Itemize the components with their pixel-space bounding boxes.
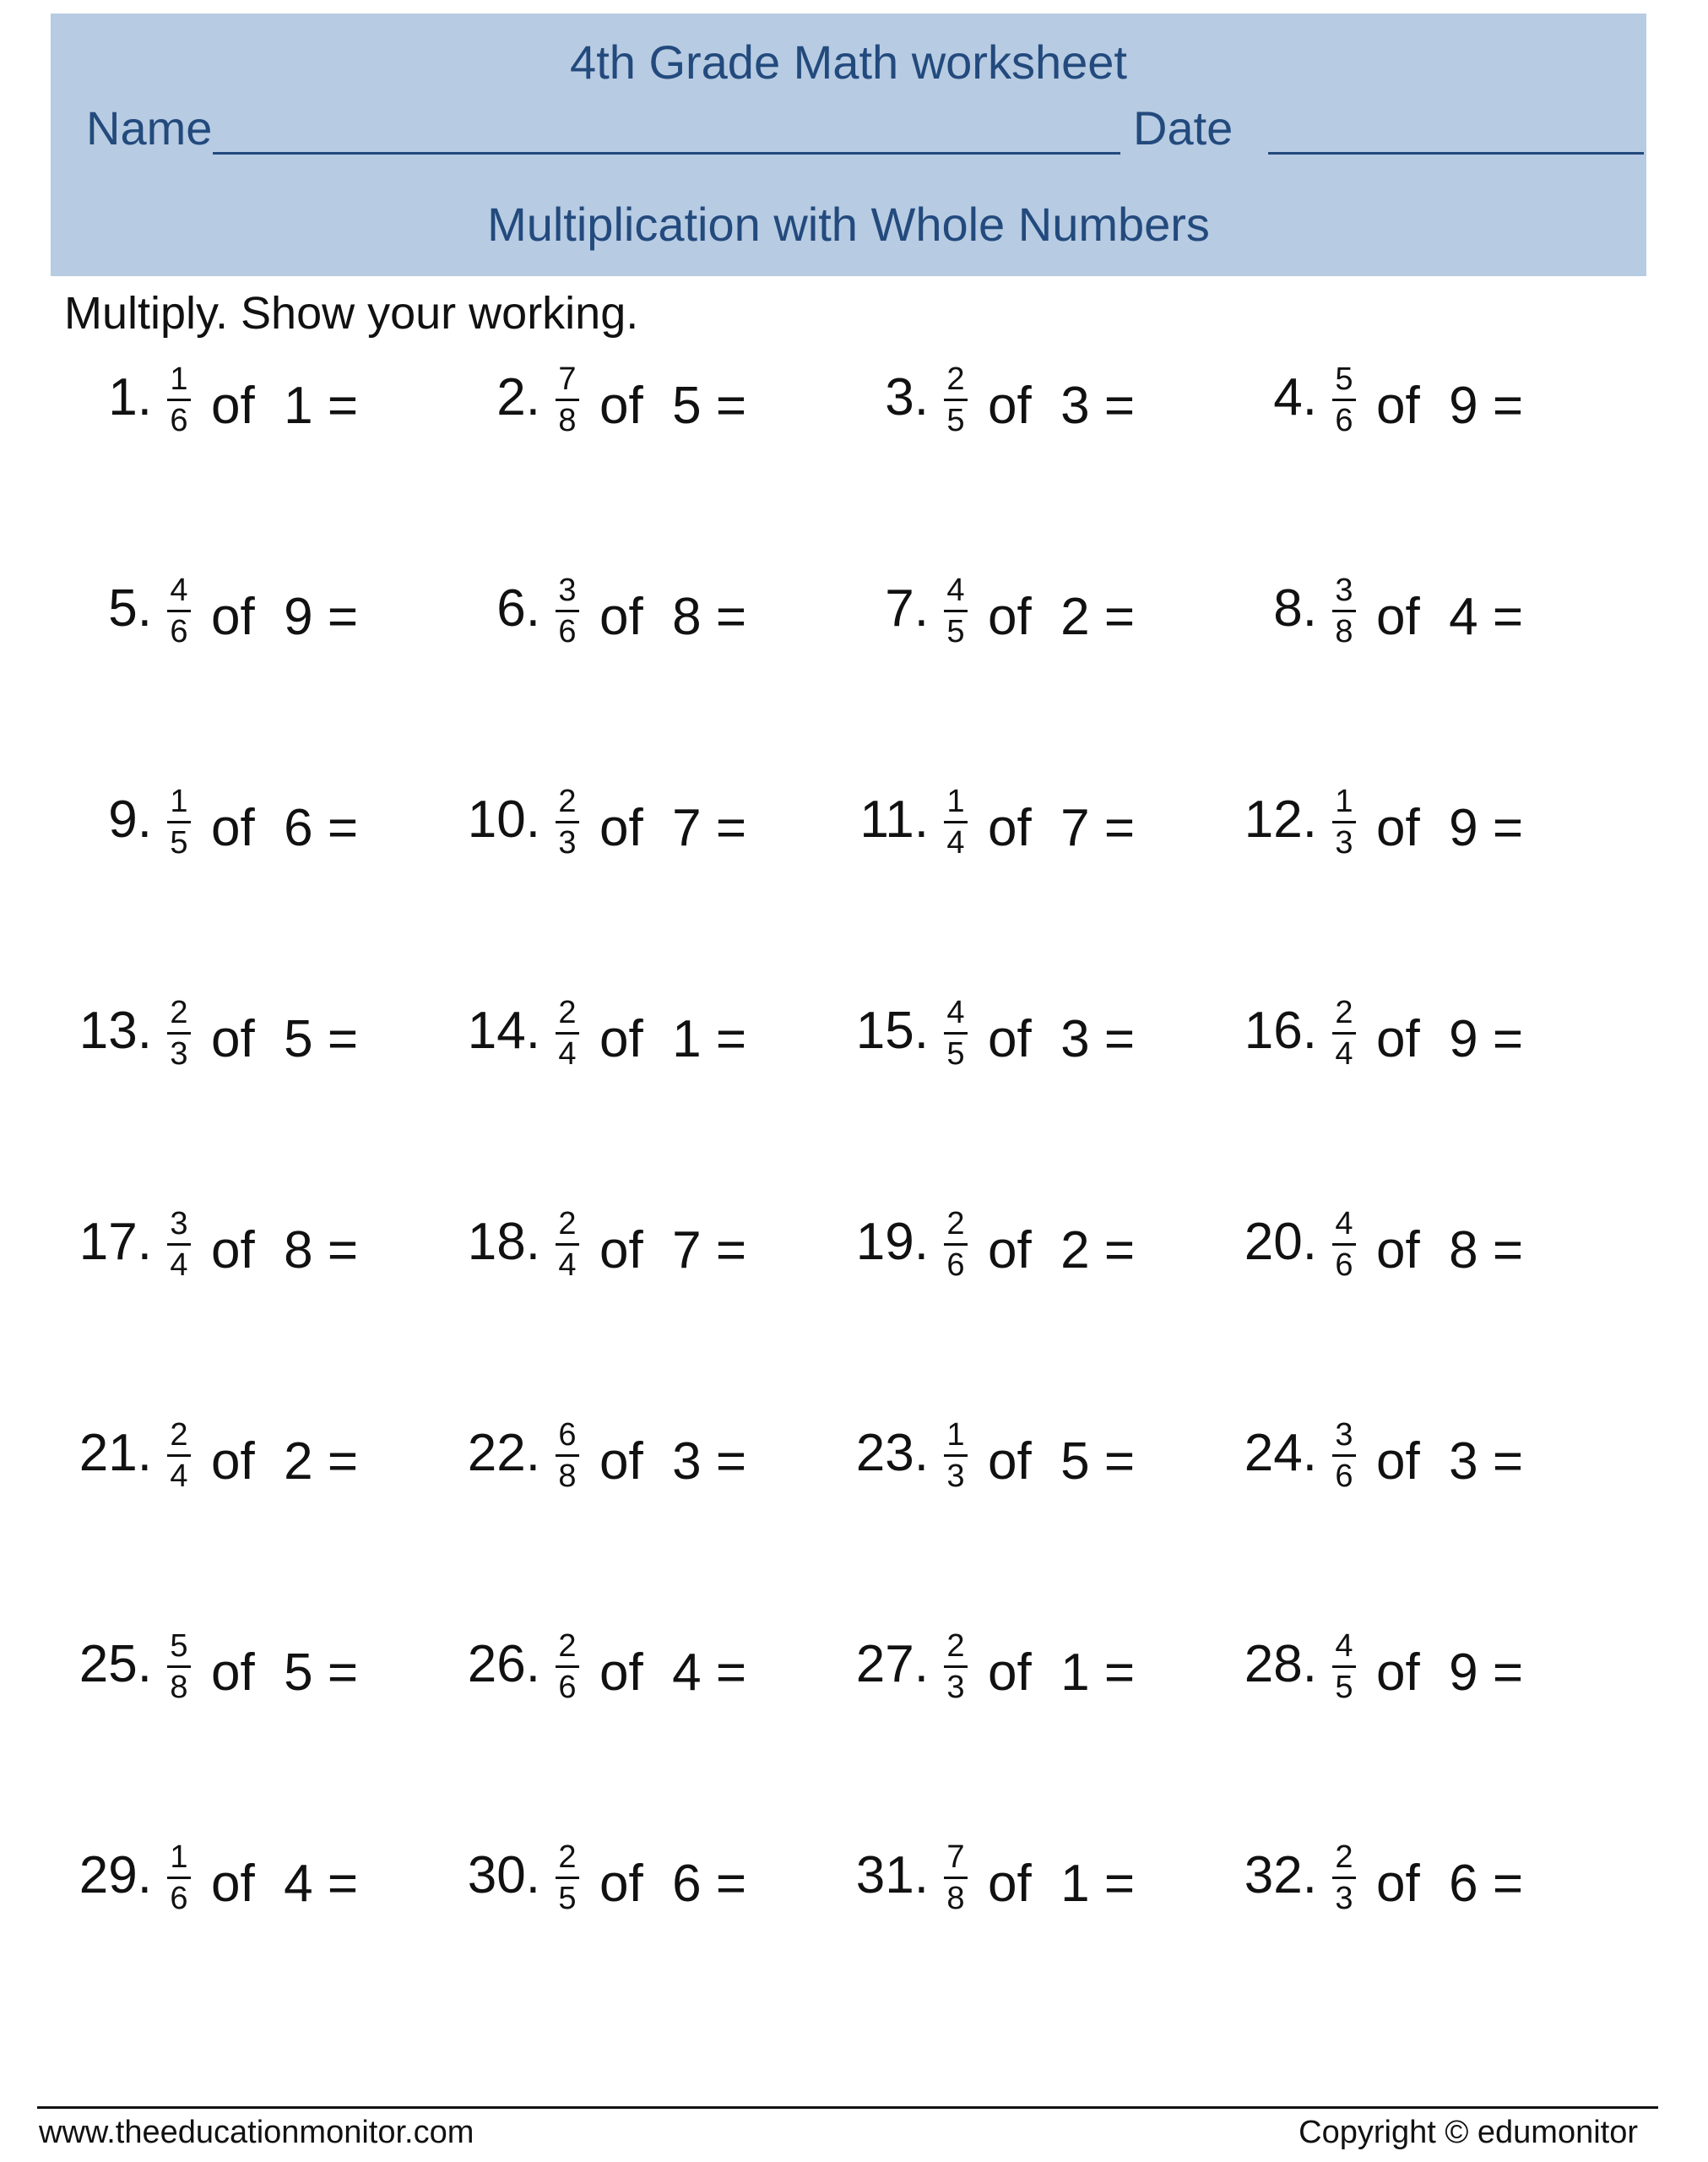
fraction-bar xyxy=(167,1032,191,1035)
fraction-denominator: 5 xyxy=(946,403,965,438)
fraction-numerator: 2 xyxy=(558,1206,577,1241)
problem-number: 30. xyxy=(467,1846,540,1904)
problem-fraction xyxy=(939,574,973,649)
fraction-denominator: 3 xyxy=(170,1036,188,1072)
fraction-bar xyxy=(167,610,191,612)
fraction-denominator: 8 xyxy=(558,1459,577,1494)
problem-item xyxy=(1216,574,1587,684)
fraction-denominator: 8 xyxy=(1335,614,1353,649)
fraction-bar xyxy=(944,399,968,401)
fraction-bar xyxy=(944,1032,968,1035)
problem-number: 8. xyxy=(1273,579,1317,638)
fraction-bar xyxy=(556,399,579,401)
fraction-denominator: 4 xyxy=(558,1247,577,1283)
problem-item xyxy=(51,785,422,895)
fraction-bar xyxy=(167,1665,191,1668)
problem-fraction xyxy=(1327,1630,1361,1705)
fraction-denominator: 5 xyxy=(558,1881,577,1916)
problem-number: 26. xyxy=(467,1635,540,1693)
problem-number: 32. xyxy=(1244,1846,1317,1904)
fraction-denominator: 6 xyxy=(1335,1459,1353,1494)
problem-number: 15. xyxy=(855,1002,929,1060)
problem-item xyxy=(827,1630,1199,1740)
fraction-denominator: 8 xyxy=(946,1881,965,1916)
fraction-numerator: 1 xyxy=(946,1417,965,1453)
problem-item xyxy=(827,1841,1199,1951)
fraction-numerator: 5 xyxy=(170,1628,188,1664)
problem-number: 18. xyxy=(467,1213,540,1271)
fraction-bar xyxy=(944,610,968,612)
fraction-bar xyxy=(556,1665,579,1668)
problem-fraction xyxy=(550,1208,584,1283)
fraction-denominator: 6 xyxy=(558,614,577,649)
problem-item xyxy=(439,574,811,684)
problem-expression: of 8 = xyxy=(211,1221,359,1279)
fraction-bar xyxy=(1332,1032,1356,1035)
problem-fraction xyxy=(162,1208,196,1283)
fraction-numerator: 3 xyxy=(1335,1417,1353,1453)
problem-number: 11. xyxy=(859,790,929,849)
problem-expression: of 1 = xyxy=(988,1643,1136,1702)
problem-expression: of 7 = xyxy=(988,799,1136,857)
problem-item xyxy=(1216,1630,1587,1740)
fraction-denominator: 6 xyxy=(1335,1247,1353,1283)
problem-expression: of 1 = xyxy=(211,377,359,435)
problem-expression: of 9 = xyxy=(211,588,359,646)
problem-item xyxy=(1216,1841,1587,1951)
problem-number: 29. xyxy=(79,1846,152,1904)
fraction-denominator: 5 xyxy=(170,825,188,861)
instruction-text: Multiply. Show your working. xyxy=(64,288,639,339)
fraction-bar xyxy=(944,1665,968,1668)
problem-fraction xyxy=(550,1630,584,1705)
problem-item xyxy=(439,997,811,1106)
fraction-numerator: 1 xyxy=(170,1839,188,1875)
fraction-numerator: 1 xyxy=(170,784,188,819)
problem-number: 4. xyxy=(1273,368,1317,426)
fraction-denominator: 6 xyxy=(1335,403,1353,438)
fraction-denominator: 8 xyxy=(170,1670,188,1705)
problem-expression: of 8 = xyxy=(599,588,747,646)
fraction-numerator: 4 xyxy=(1335,1628,1353,1664)
fraction-denominator: 6 xyxy=(558,1670,577,1705)
fraction-bar xyxy=(167,1877,191,1879)
problem-expression: of 6 = xyxy=(1376,1855,1524,1913)
problem-expression: of 2 = xyxy=(988,1221,1136,1279)
fraction-numerator: 2 xyxy=(170,1417,188,1453)
problem-item xyxy=(51,574,422,684)
fraction-numerator: 1 xyxy=(170,361,188,397)
problem-fraction xyxy=(939,363,973,438)
fraction-numerator: 1 xyxy=(1335,784,1353,819)
problem-fraction xyxy=(550,785,584,861)
fraction-denominator: 5 xyxy=(946,614,965,649)
fraction-denominator: 6 xyxy=(170,403,188,438)
problem-expression: of 4 = xyxy=(211,1855,359,1913)
problem-item xyxy=(827,574,1199,684)
problem-fraction xyxy=(939,785,973,861)
problem-expression: of 2 = xyxy=(211,1432,359,1491)
fraction-numerator: 2 xyxy=(946,1206,965,1241)
problem-fraction xyxy=(162,785,196,861)
problem-item xyxy=(1216,363,1587,473)
fraction-bar xyxy=(167,821,191,823)
fraction-bar xyxy=(1332,610,1356,612)
problem-fraction xyxy=(550,1841,584,1916)
problem-item xyxy=(827,785,1199,895)
fraction-denominator: 4 xyxy=(558,1036,577,1072)
problem-expression: of 2 = xyxy=(988,588,1136,646)
problem-expression: of 8 = xyxy=(1376,1221,1524,1279)
problem-number: 6. xyxy=(496,579,540,638)
fraction-denominator: 6 xyxy=(946,1247,965,1283)
fraction-denominator: 3 xyxy=(1335,825,1353,861)
problem-item xyxy=(51,997,422,1106)
fraction-numerator: 2 xyxy=(1335,1839,1353,1875)
problem-number: 24. xyxy=(1244,1424,1317,1482)
problem-expression: of 9 = xyxy=(1376,1010,1524,1068)
problem-item xyxy=(51,1419,422,1529)
problem-item xyxy=(51,1841,422,1951)
problem-fraction xyxy=(939,997,973,1072)
problem-fraction xyxy=(1327,1419,1361,1494)
problem-number: 31. xyxy=(855,1846,929,1904)
fraction-numerator: 2 xyxy=(558,1839,577,1875)
problem-fraction xyxy=(162,1630,196,1705)
fraction-bar xyxy=(944,1243,968,1246)
problem-item xyxy=(439,363,811,473)
problem-item xyxy=(827,997,1199,1106)
fraction-numerator: 4 xyxy=(946,995,965,1030)
fraction-numerator: 3 xyxy=(1335,573,1353,608)
problem-number: 5. xyxy=(108,579,152,638)
fraction-numerator: 2 xyxy=(946,361,965,397)
problem-expression: of 6 = xyxy=(211,799,359,857)
fraction-bar xyxy=(556,1877,579,1879)
fraction-numerator: 3 xyxy=(558,573,577,608)
fraction-bar xyxy=(1332,1243,1356,1246)
problem-item xyxy=(439,1841,811,1951)
problem-number: 25. xyxy=(79,1635,152,1693)
problem-fraction xyxy=(162,574,196,649)
date-label: Date xyxy=(1133,101,1234,155)
problem-number: 14. xyxy=(467,1002,540,1060)
problem-fraction xyxy=(939,1841,973,1916)
problem-number: 22. xyxy=(467,1424,540,1482)
fraction-bar xyxy=(167,1454,191,1457)
problem-item xyxy=(827,1419,1199,1529)
problem-number: 16. xyxy=(1244,1002,1317,1060)
problem-number: 3. xyxy=(885,368,929,426)
fraction-bar xyxy=(556,610,579,612)
fraction-numerator: 7 xyxy=(946,1839,965,1875)
fraction-bar xyxy=(944,821,968,823)
fraction-bar xyxy=(1332,1454,1356,1457)
problem-expression: of 9 = xyxy=(1376,799,1524,857)
problem-fraction xyxy=(162,1841,196,1916)
fraction-denominator: 3 xyxy=(558,825,577,861)
fraction-numerator: 4 xyxy=(170,573,188,608)
problem-number: 21. xyxy=(79,1424,152,1482)
problem-expression: of 4 = xyxy=(1376,588,1524,646)
problem-number: 13. xyxy=(79,1002,152,1060)
problem-fraction xyxy=(550,1419,584,1494)
problem-fraction xyxy=(939,1630,973,1705)
problem-expression: of 3 = xyxy=(988,377,1136,435)
problem-number: 23. xyxy=(855,1424,929,1482)
problem-expression: of 3 = xyxy=(1376,1432,1524,1491)
problem-item xyxy=(1216,785,1587,895)
problem-fraction xyxy=(162,997,196,1072)
problem-expression: of 5 = xyxy=(211,1010,359,1068)
fraction-denominator: 4 xyxy=(1335,1036,1353,1072)
problem-fraction xyxy=(1327,363,1361,438)
problem-expression: of 3 = xyxy=(599,1432,747,1491)
fraction-bar xyxy=(1332,1665,1356,1668)
problem-item xyxy=(827,363,1199,473)
fraction-denominator: 5 xyxy=(946,1036,965,1072)
fraction-numerator: 1 xyxy=(946,784,965,819)
fraction-denominator: 4 xyxy=(170,1459,188,1494)
problem-fraction xyxy=(1327,785,1361,861)
fraction-denominator: 3 xyxy=(946,1459,965,1494)
problem-number: 28. xyxy=(1244,1635,1317,1693)
fraction-numerator: 2 xyxy=(558,784,577,819)
problem-expression: of 7 = xyxy=(599,1221,747,1279)
problem-fraction xyxy=(550,363,584,438)
worksheet-title: 4th Grade Math worksheet xyxy=(570,35,1127,89)
problem-fraction xyxy=(1327,997,1361,1072)
fraction-numerator: 2 xyxy=(1335,995,1353,1030)
problem-number: 9. xyxy=(108,790,152,849)
fraction-numerator: 4 xyxy=(1335,1206,1353,1241)
problem-expression: of 6 = xyxy=(599,1855,747,1913)
problem-item xyxy=(51,1630,422,1740)
problem-fraction xyxy=(1327,1208,1361,1283)
fraction-bar xyxy=(556,821,579,823)
problem-number: 12. xyxy=(1244,790,1317,849)
problem-number: 20. xyxy=(1244,1213,1317,1271)
problem-number: 17. xyxy=(79,1213,152,1271)
problem-number: 7. xyxy=(885,579,929,638)
problem-expression: of 3 = xyxy=(988,1010,1136,1068)
problem-expression: of 4 = xyxy=(599,1643,747,1702)
fraction-numerator: 5 xyxy=(1335,361,1353,397)
problem-fraction xyxy=(550,574,584,649)
problem-expression: of 9 = xyxy=(1376,377,1524,435)
problem-fraction xyxy=(939,1208,973,1283)
fraction-denominator: 4 xyxy=(946,825,965,861)
fraction-numerator: 7 xyxy=(558,361,577,397)
problem-item xyxy=(439,1419,811,1529)
fraction-denominator: 3 xyxy=(946,1670,965,1705)
problem-expression: of 5 = xyxy=(599,377,747,435)
problem-expression: of 7 = xyxy=(599,799,747,857)
fraction-bar xyxy=(556,1243,579,1246)
fraction-denominator: 6 xyxy=(170,614,188,649)
fraction-bar xyxy=(1332,821,1356,823)
problem-fraction xyxy=(1327,574,1361,649)
problem-expression: of 5 = xyxy=(211,1643,359,1702)
problem-item xyxy=(51,363,422,473)
problem-item xyxy=(439,1630,811,1740)
fraction-denominator: 6 xyxy=(170,1881,188,1916)
fraction-bar xyxy=(1332,1877,1356,1879)
problem-fraction xyxy=(550,997,584,1072)
problem-item xyxy=(1216,1208,1587,1317)
fraction-numerator: 4 xyxy=(946,573,965,608)
problem-number: 1. xyxy=(108,368,152,426)
fraction-numerator: 2 xyxy=(170,995,188,1030)
problem-item xyxy=(51,1208,422,1317)
fraction-denominator: 3 xyxy=(1335,1881,1353,1916)
fraction-numerator: 2 xyxy=(946,1628,965,1664)
fraction-bar xyxy=(556,1032,579,1035)
problem-item xyxy=(1216,997,1587,1106)
fraction-denominator: 5 xyxy=(1335,1670,1353,1705)
footer-website: www.theeducationmonitor.com xyxy=(39,2115,474,2150)
problem-number: 19. xyxy=(855,1213,929,1271)
problem-expression: of 5 = xyxy=(988,1432,1136,1491)
problem-fraction xyxy=(162,1419,196,1494)
problem-expression: of 1 = xyxy=(599,1010,747,1068)
problem-expression: of 1 = xyxy=(988,1855,1136,1913)
fraction-bar xyxy=(167,399,191,401)
fraction-bar xyxy=(556,1454,579,1457)
problem-item xyxy=(439,785,811,895)
worksheet-subtitle: Multiplication with Whole Numbers xyxy=(487,198,1210,251)
problem-fraction xyxy=(162,363,196,438)
problem-number: 27. xyxy=(855,1635,929,1693)
fraction-denominator: 4 xyxy=(170,1247,188,1283)
footer-divider xyxy=(37,2106,1658,2109)
problem-expression: of 9 = xyxy=(1376,1643,1524,1702)
problem-item xyxy=(1216,1419,1587,1529)
footer-copyright: Copyright © edumonitor xyxy=(1299,2115,1638,2150)
fraction-numerator: 2 xyxy=(558,1628,577,1664)
fraction-numerator: 3 xyxy=(170,1206,188,1241)
problem-fraction xyxy=(1327,1841,1361,1916)
problem-number: 10. xyxy=(467,790,540,849)
name-label: Name xyxy=(86,101,213,155)
fraction-numerator: 2 xyxy=(558,995,577,1030)
problem-number: 2. xyxy=(496,368,540,426)
fraction-bar xyxy=(167,1243,191,1246)
fraction-bar xyxy=(944,1454,968,1457)
problem-fraction xyxy=(939,1419,973,1494)
problem-item xyxy=(439,1208,811,1317)
fraction-denominator: 8 xyxy=(558,403,577,438)
problem-item xyxy=(827,1208,1199,1317)
fraction-bar xyxy=(1332,399,1356,401)
fraction-numerator: 6 xyxy=(558,1417,577,1453)
fraction-bar xyxy=(944,1877,968,1879)
